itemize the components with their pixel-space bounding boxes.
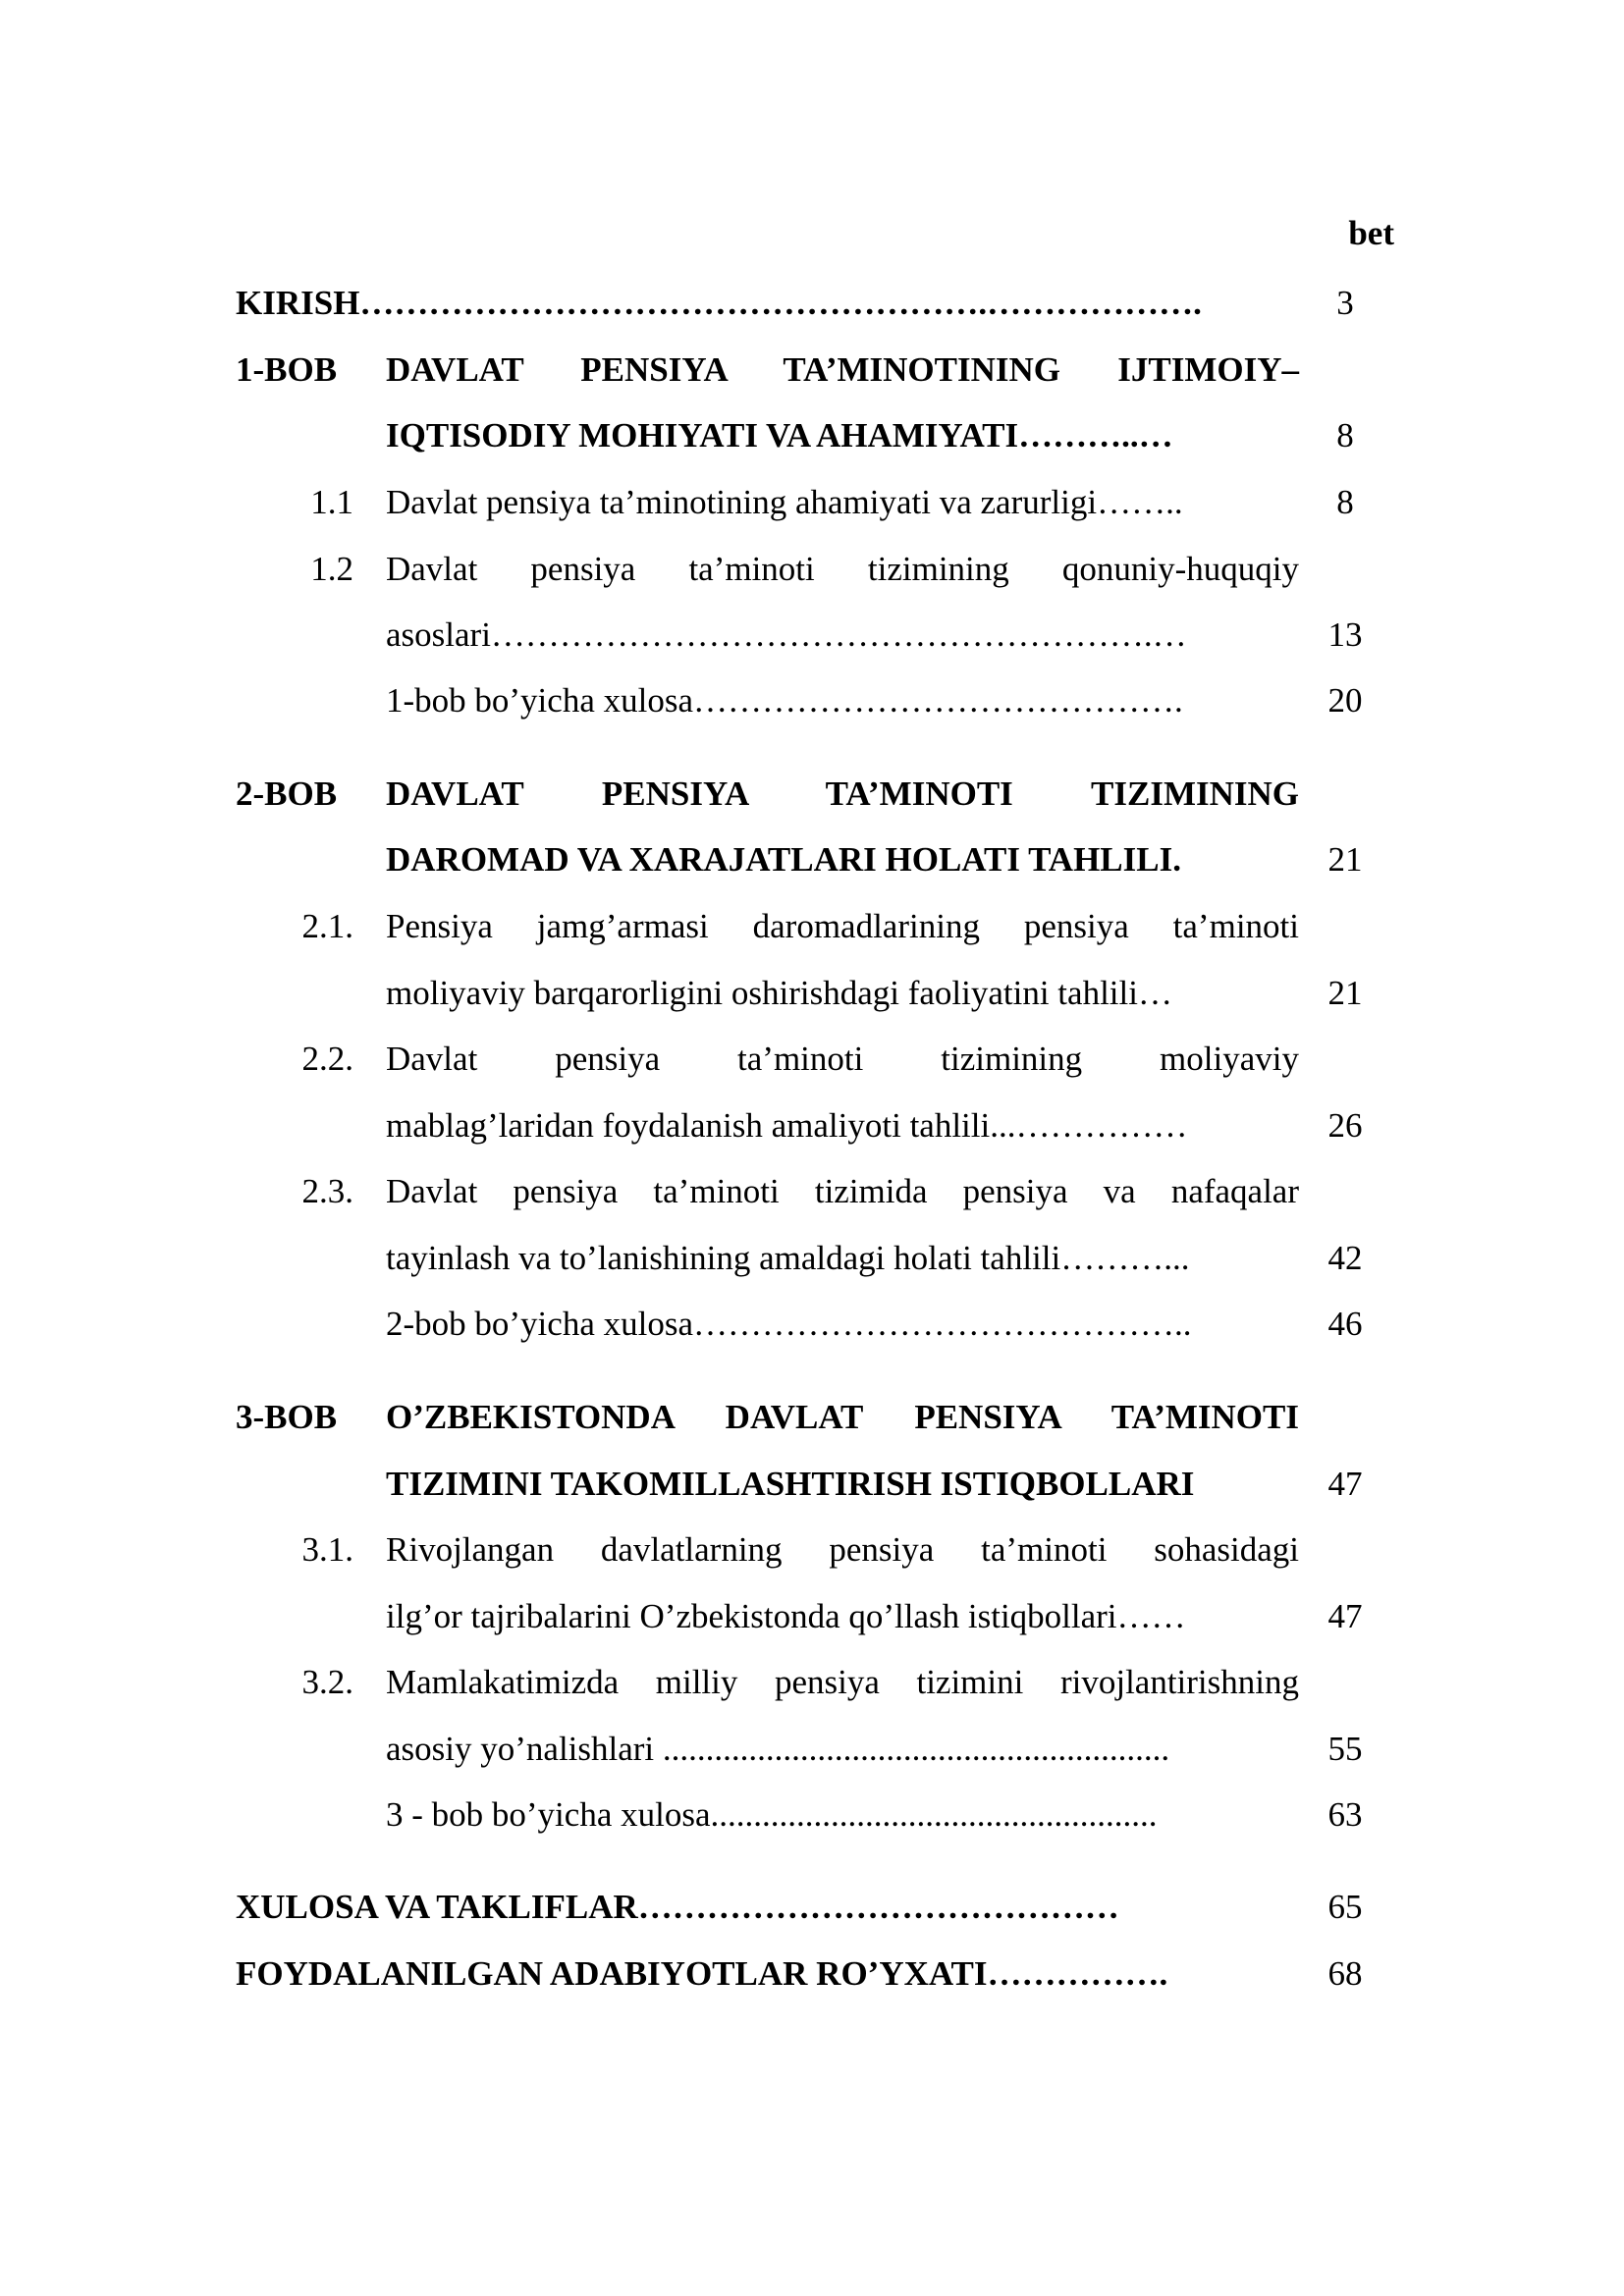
toc-entry-text: Davlat pensiya ta’minoti tizimining qonuniy-huquqiy [386,550,1299,588]
toc-page-number: 26 [1327,1106,1363,1145]
toc-entry-text: moliyaviy barqarorligini oshirishdagi faoliyatini tahlili… [386,974,1172,1012]
section-number: 2.3. [301,1172,353,1210]
toc-entry-text: 2-bob bo’yicha xulosa…………………………………….. [386,1305,1192,1343]
toc-page-number: 47 [1327,1597,1363,1635]
toc-entry-text: tayinlash va to’lanishining amaldagi holati tahlili………... [386,1239,1190,1277]
toc-entry-text: Davlat pensiya ta’minotining ahamiyati va zarurligi…….. [386,483,1183,521]
toc-entry-text: Davlat pensiya ta’minoti tizimida pensiya va nafaqalar [386,1172,1299,1210]
toc-entry-text: Rivojlangan davlatlarning pensiya ta’minoti sohasidagi [386,1530,1299,1569]
toc-entry-text: XULOSA VA TAKLIFLAR…………………………………… [236,1888,1119,1926]
toc-entry-text: 3 - bob bo’yicha xulosa.................................................... [386,1795,1158,1834]
toc-entry-text: KIRISH……………………………………………….………………. [236,284,1202,322]
toc-entry-text: DAROMAD VA XARAJATLARI HOLATI TAHLILI. [386,840,1181,879]
toc-entry-text: Pensiya jamg’armasi daromadlarining pensiya ta’minoti [386,907,1299,945]
toc-page-number: 21 [1327,974,1363,1012]
chapter-number: 3-BOB [236,1398,338,1436]
section-number: 2.1. [301,907,353,945]
toc-page-number: 21 [1327,840,1363,879]
toc-entry-text: DAVLAT PENSIYA TA’MINOTI TIZIMINING [386,774,1299,813]
toc-page-number: 20 [1327,681,1363,720]
section-number: 3.2. [301,1663,353,1701]
toc-entry-text: ilg’or tajribalarini O’zbekistonda qo’llash istiqbollari…… [386,1597,1186,1635]
toc-entry-text: 1-bob bo’yicha xulosa……………………………………. [386,681,1183,720]
toc-entry-text: O’ZBEKISTONDA DAVLAT PENSIYA TA’MINOTI [386,1398,1299,1436]
section-number: 1.2 [310,550,353,588]
section-number: 1.1 [310,483,353,521]
toc-page-number: 8 [1336,416,1354,454]
chapter-number: 1-BOB [236,350,338,389]
toc-page-number: 3 [1336,284,1354,322]
toc-page-number: 46 [1327,1305,1363,1343]
chapter-number: 2-BOB [236,774,338,813]
section-number: 3.1. [301,1530,353,1569]
toc-page-number: 8 [1336,483,1354,521]
toc-page-number: 68 [1327,1954,1363,1993]
toc-page-number: 55 [1327,1730,1363,1768]
toc-entry-text: asoslari………………………………………………….… [386,615,1187,654]
toc-entry-text: FOYDALANILGAN ADABIYOTLAR RO’YXATI……………. [236,1954,1168,1993]
toc-entry-text: Mamlakatimizda milliy pensiya tizimini rivojlantirishning [386,1663,1299,1701]
toc-entry-text: Davlat pensiya ta’minoti tizimining moliyaviy [386,1040,1299,1078]
toc-page-number: 42 [1327,1239,1363,1277]
toc-entry-text: TIZIMINI TAKOMILLASHTIRISH ISTIQBOLLARI [386,1465,1195,1503]
toc-entry-text: mablag’laridan foydalanish amaliyoti tahlili...…………… [386,1106,1188,1145]
section-number: 2.2. [301,1040,353,1078]
toc-entry-text: DAVLAT PENSIYA TA’MINOTINING IJTIMOIY– [386,350,1299,389]
toc-page-number: 65 [1327,1888,1363,1926]
toc-page-number: 63 [1327,1795,1363,1834]
page-column-header: bet [1348,214,1394,252]
toc-page-number: 13 [1327,615,1363,654]
toc-entry-text: asosiy yo’nalishlari ........................................................... [386,1730,1170,1768]
toc-page-number: 47 [1327,1465,1363,1503]
toc-entry-text: IQTISODIY MOHIYATI VA AHAMIYATI………..… [386,416,1173,454]
